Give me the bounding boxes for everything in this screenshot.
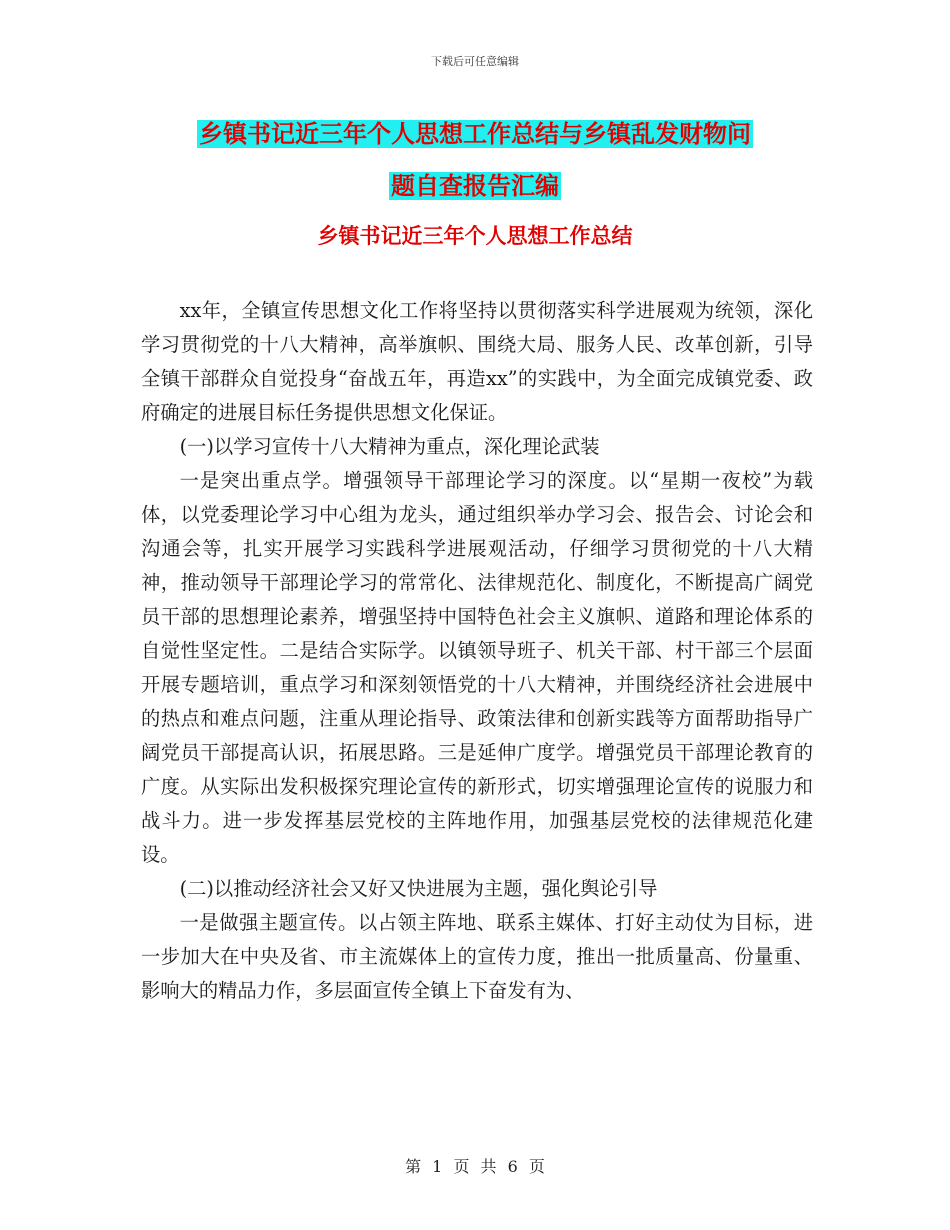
page-number: 第 1 页 共 6 页 bbox=[405, 1157, 545, 1176]
title-line-2: 题自查报告汇编 bbox=[391, 172, 559, 200]
page-header-note: 下载后可任意编辑 bbox=[431, 55, 519, 68]
paragraph-heading: (二)以推动经济社会又好又快进展为主题，强化舆论引导 bbox=[179, 877, 658, 900]
document-body bbox=[141, 294, 813, 1008]
paragraph-heading: (一)以学习宣传十八大精神为重点，深化理论武装 bbox=[179, 435, 600, 458]
section-title: 乡镇书记近三年个人思想工作总结 bbox=[317, 224, 633, 248]
document-title bbox=[0, 108, 950, 212]
paragraph: xx年，全镇宣传思想文化工作将坚持以贯彻落实科学进展观为统领，深化学习贯彻党的十八大精神，高举旗帜、围绕大局、服务人民、改革创新，引导全镇干部群众自觉投身“奋战五年，再造xx”的实践中，为全面完成镇党委、政府确定的进展目标任务提供思想文化保证。 bbox=[141, 299, 813, 424]
paragraph: 一是做强主题宣传。以占领主阵地、联系主媒体、打好主动仗为目标，进一步加大在中央及省、市主流媒体上的宣传力度，推出一批质量高、份量重、影响大的精品力作，多层面宣传全镇上下奋发有为、 bbox=[141, 911, 813, 1002]
title-line-1: 乡镇书记近三年个人思想工作总结与乡镇乱发财物问 bbox=[199, 120, 751, 148]
paragraph: 一是突出重点学。增强领导干部理论学习的深度。以“星期一夜校”为载体，以党委理论学习中心组为龙头，通过组织举办学习会、报告会、讨论会和沟通会等，扎实开展学习实践科学进展观活动，仔细学习贯彻党的十八大精神，推动领导干部理论学习的常常化、法律规范化、制度化，不断提高广阔党员干部的思想理论素养，增强坚持中国特色社会主义旗帜、道路和理论体系的自觉性坚定性。二是结合实际学。以镇领导班子、机关干部、村干部三个层面开展专题培训，重点学习和深刻领悟党的十八大精神，并围绕经济社会进展中的热点和难点问题，注重从理论指导、政策法律和创新实践等方面帮助指导广阔党员干部提高认识，拓展思路。三是延伸广度学。增强党员干部理论教育的广度。从实际出发积极探究理论宣传的新形式，切实增强理论宣传的说服力和战斗力。进一步发挥基层党校的主阵地作用，加强基层党校的法律规范化建设。 bbox=[141, 469, 813, 866]
